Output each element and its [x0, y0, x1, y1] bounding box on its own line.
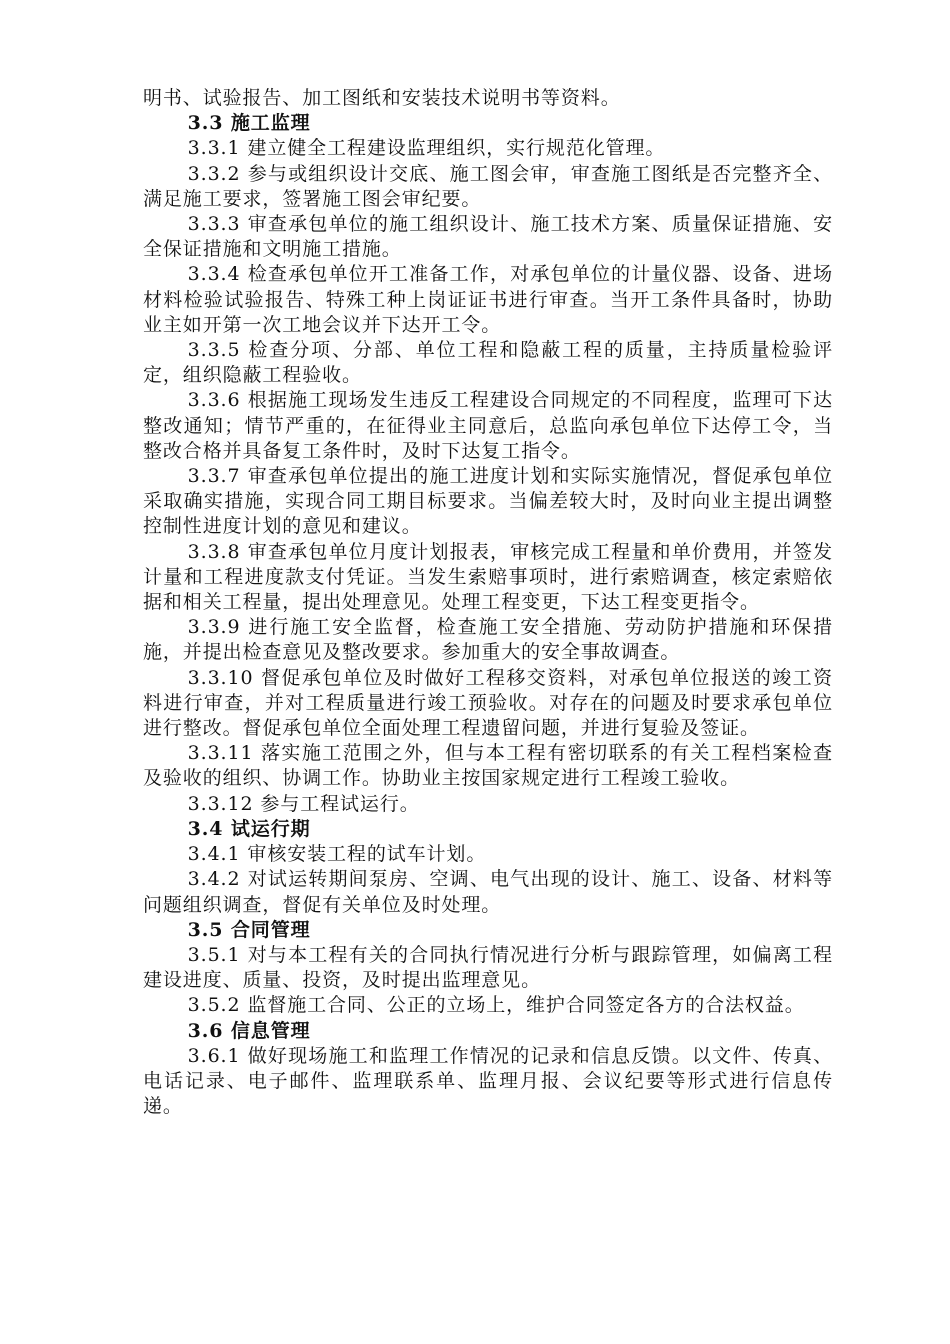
paragraph-3-3-3: 3.3.3 审查承包单位的施工组织设计、施工技术方案、质量保证措施、安全保证措施和文明施工措施。 — [143, 213, 833, 261]
paragraph-3-3-9: 3.3.9 进行施工安全监督，检查施工安全措施、劳动防护措施和环保措施，并提出检查意见及整改要求。参加重大的安全事故调查。 — [143, 616, 833, 664]
paragraph-continuation: 明书、试验报告、加工图纸和安装技术说明书等资料。 — [143, 87, 621, 109]
paragraph-3-3-8: 3.3.8 审查承包单位月度计划报表，审核完成工程量和单价费用，并签发计量和工程进度款支付凭证。当发生索赔事项时，进行索赔调查，核定索赔依据和相关工程量，提出处理意见。处理工程变更，下达工程变更指令。 — [143, 540, 833, 614]
paragraph-3-5-2: 3.5.2 监督施工合同、公正的立场上，维护合同签定各方的合法权益。 — [187, 994, 805, 1017]
paragraph-3-3-7: 3.3.7 审查承包单位提出的施工进度计划和实际实施情况，督促承包单位采取确实措施，实现合同工期目标要求。当偏差较大时，及时向业主提出调整控制性进度计划的意见和建议。 — [143, 465, 833, 538]
paragraph-3-4-1: 3.4.1 审核安装工程的试车计划。 — [187, 843, 487, 866]
paragraph-3-5-1: 3.5.1 对与本工程有关的合同执行情况进行分析与跟踪管理，如偏离工程建设进度、质量、投资，及时提出监理意见。 — [143, 943, 833, 992]
paragraph-3-3-5: 3.3.5 检查分项、分部、单位工程和隐蔽工程的质量，主持质量检验评定，组织隐蔽工程验收。 — [143, 339, 833, 387]
paragraph-3-3-11: 3.3.11 落实施工范围之外，但与本工程有密切联系的有关工程档案检查及验收的组织、协调工作。协助业主按国家规定进行工程竣工验收。 — [143, 742, 833, 790]
paragraph-3-3-4: 3.3.4 检查承包单位开工准备工作，对承包单位的计量仪器、设备、进场材料检验试验报告、特殊工种上岗证证书进行审查。当开工条件具备时，协助业主如开第一次工地会议并下达开工令。 — [143, 263, 833, 336]
document-body — [143, 86, 833, 1119]
paragraph-3-3-1: 3.3.1 建立健全工程建设监理组织，实行规范化管理。 — [187, 137, 666, 160]
paragraph-3-3-10: 3.3.10 督促承包单位及时做好工程移交资料，对承包单位报送的竣工资料进行审查，并对工程质量进行竣工预验收。对存在的问题及时要求承包单位进行整改。督促承包单位全面处理工程遗留问题，并进行复验及签证。 — [143, 666, 833, 740]
paragraph-3-3-6: 3.3.6 根据施工现场发生违反工程建设合同规定的不同程度，监理可下达整改通知；情节严重的，在征得业主同意后，总监向承包单位下达停工令，当整改合格并具备复工条件时，及时下达复工指令。 — [143, 389, 833, 462]
section-heading-3-4: 3.4 试运行期 — [187, 817, 311, 840]
paragraph-3-6-1: 3.6.1 做好现场施工和监理工作情况的记录和信息反馈。以文件、传真、电话记录、电子邮件、监理联系单、监理月报、会议纪要等形式进行信息传递。 — [143, 1044, 833, 1118]
section-heading-3-3: 3.3 施工监理 — [187, 112, 311, 135]
section-heading-3-6: 3.6 信息管理 — [187, 1019, 311, 1042]
paragraph-3-3-12: 3.3.12 参与工程试运行。 — [187, 792, 420, 815]
paragraph-3-3-2: 3.3.2 参与或组织设计交底、施工图会审，审查施工图纸是否完整齐全、满足施工要求，签署施工图会审纪要。 — [143, 162, 833, 210]
section-heading-3-5: 3.5 合同管理 — [187, 918, 311, 941]
paragraph-3-4-2: 3.4.2 对试运转期间泵房、空调、电气出现的设计、施工、设备、材料等问题组织调查，督促有关单位及时处理。 — [143, 868, 833, 916]
